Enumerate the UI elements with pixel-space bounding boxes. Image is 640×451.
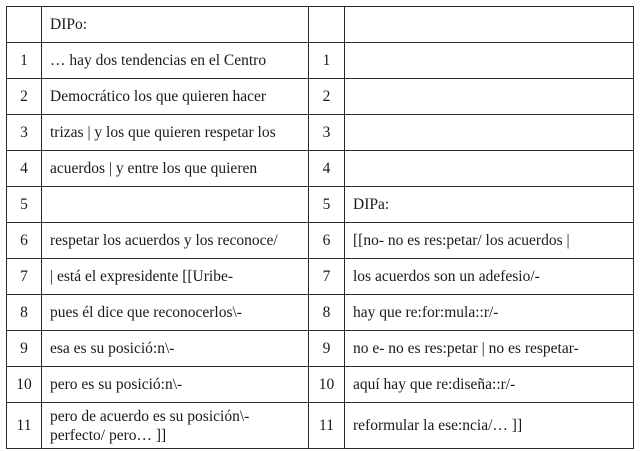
right-line-text: los acuerdos son un adefesio/- — [345, 259, 634, 295]
right-line-number: 11 — [309, 403, 345, 449]
left-line-number: 4 — [7, 151, 42, 187]
table-row — [7, 115, 634, 151]
table-row — [7, 151, 634, 187]
right-line-number: 8 — [309, 295, 345, 331]
left-line-number: 5 — [7, 187, 42, 223]
right-line-text — [345, 115, 634, 151]
left-line-number: 8 — [7, 295, 42, 331]
left-line-text: trizas | y los que quieren respetar los — [42, 115, 309, 151]
left-line-text: … hay dos tendencias en el Centro — [42, 43, 309, 79]
right-line-text: [[no- no es res:petar/ los acuerdos | — [345, 223, 634, 259]
table-row — [7, 43, 634, 79]
right-line-text: DIPa: — [345, 187, 634, 223]
right-line-number: 5 — [309, 187, 345, 223]
right-line-number: 10 — [309, 367, 345, 403]
left-line-text: | está el expresidente [[Uribe- — [42, 259, 309, 295]
header-right-num-cell — [309, 7, 345, 43]
right-line-number: 3 — [309, 115, 345, 151]
left-line-number: 2 — [7, 79, 42, 115]
right-line-text — [345, 151, 634, 187]
left-line-number: 10 — [7, 367, 42, 403]
left-line-number: 1 — [7, 43, 42, 79]
left-line-number: 6 — [7, 223, 42, 259]
right-line-number: 4 — [309, 151, 345, 187]
table-row — [7, 295, 634, 331]
table-row — [7, 259, 634, 295]
left-line-number: 9 — [7, 331, 42, 367]
left-line-number: 11 — [7, 403, 42, 449]
table-row — [7, 367, 634, 403]
right-line-text — [345, 79, 634, 115]
right-line-number: 2 — [309, 79, 345, 115]
table-row — [7, 331, 634, 367]
transcript-table — [6, 6, 634, 449]
left-line-text: Democrático los que quieren hacer — [42, 79, 309, 115]
header-row — [7, 7, 634, 43]
left-line-number: 7 — [7, 259, 42, 295]
right-line-text: aquí hay que re:diseña::r/- — [345, 367, 634, 403]
right-line-text — [345, 43, 634, 79]
table-row — [7, 79, 634, 115]
left-line-text: acuerdos | y entre los que quieren — [42, 151, 309, 187]
left-line-text: respetar los acuerdos y los reconoce/ — [42, 223, 309, 259]
right-line-text: no e- no es res:petar | no es respetar- — [345, 331, 634, 367]
left-line-text: esa es su posició:n\- — [42, 331, 309, 367]
right-speaker-label — [345, 7, 634, 43]
left-line-text — [42, 187, 309, 223]
right-line-number: 1 — [309, 43, 345, 79]
right-line-number: 6 — [309, 223, 345, 259]
table-row — [7, 403, 634, 449]
left-line-text: pues él dice que reconocerlos\- — [42, 295, 309, 331]
left-line-text: pero es su posició:n\- — [42, 367, 309, 403]
table-row — [7, 223, 634, 259]
left-line-number: 3 — [7, 115, 42, 151]
right-line-number: 9 — [309, 331, 345, 367]
right-line-text: hay que re:for:mula::r/- — [345, 295, 634, 331]
header-left-num-cell — [7, 7, 42, 43]
table-row — [7, 187, 634, 223]
right-line-text: reformular la ese:ncia/… ]] — [345, 403, 634, 449]
left-line-text: pero de acuerdo es su posición\- perfecto/ pero… ]] — [42, 403, 309, 449]
left-speaker-label: DIPo: — [42, 7, 309, 43]
right-line-number: 7 — [309, 259, 345, 295]
